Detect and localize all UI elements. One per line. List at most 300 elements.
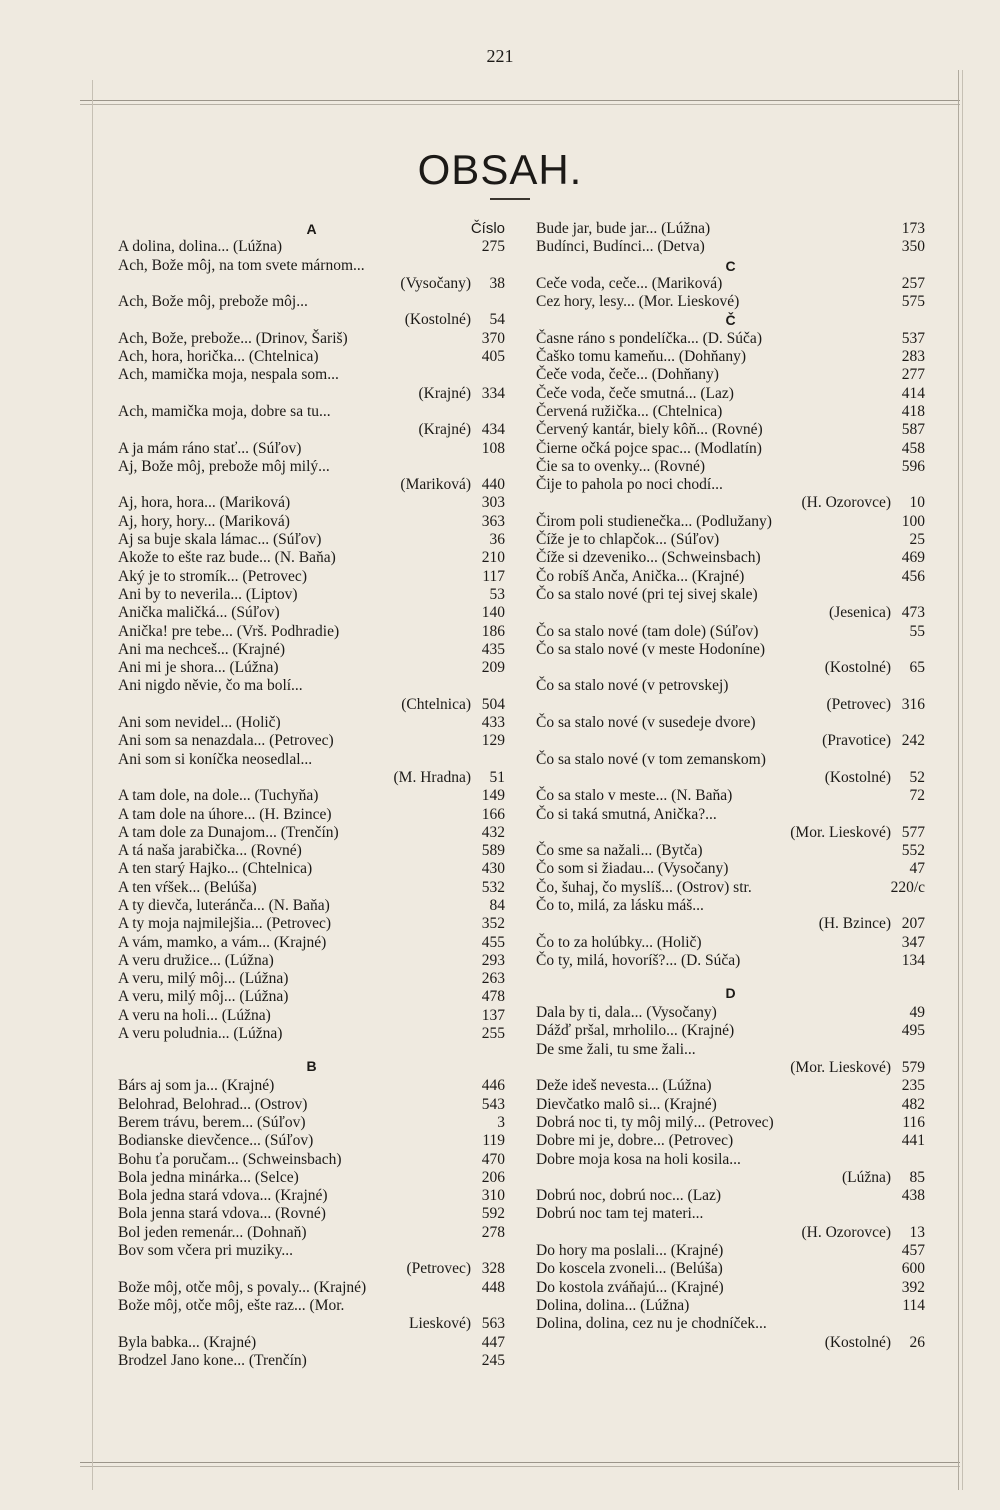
entry-number: 334 <box>481 384 505 402</box>
section-letter: C <box>725 257 736 274</box>
entry-number: 117 <box>482 567 505 585</box>
entry-number: 504 <box>481 695 505 713</box>
entry-title: Ani by to neverila... (Liptov) <box>118 585 298 603</box>
entry-location: (Chtelnica) <box>401 695 471 713</box>
entry-number: 469 <box>901 549 925 567</box>
index-entry <box>118 1007 505 1025</box>
page-number: 221 <box>486 46 514 66</box>
entry-number: 441 <box>901 1132 925 1150</box>
entry-number: 10 <box>909 494 925 512</box>
entry-number: 13 <box>909 1223 925 1241</box>
entry-title: Belohrad, Belohrad... (Ostrov) <box>118 1095 308 1113</box>
right-margin-line <box>958 70 959 1490</box>
index-entry <box>536 1077 925 1095</box>
entry-title: Dobrú noc tam tej materi... <box>536 1205 704 1223</box>
bottom-rule <box>80 1462 960 1463</box>
index-entry <box>118 1279 505 1297</box>
index-entry <box>118 568 505 586</box>
index-entry <box>536 458 925 476</box>
index-entry <box>118 1260 505 1278</box>
entry-title: Čije to pahola po noci chodí... <box>536 476 723 494</box>
index-entry <box>536 366 925 384</box>
entry-number: 129 <box>481 732 505 750</box>
entry-number: 552 <box>901 842 925 860</box>
index-entry <box>536 385 925 403</box>
entry-title: De sme žali, tu sme žali... <box>536 1040 696 1058</box>
entry-number: 577 <box>901 823 925 841</box>
entry-number: 446 <box>481 1077 505 1095</box>
index-entry <box>118 787 505 805</box>
index-entry <box>536 860 925 878</box>
entry-title: Ani mi je shora... (Lúžna) <box>118 659 279 677</box>
index-entry <box>118 970 505 988</box>
entry-title: Čo som si žiadau... (Vysočany) <box>536 860 729 878</box>
entry-number: 108 <box>481 439 505 457</box>
entry-number: 600 <box>901 1260 925 1278</box>
entry-title: Čaško tomu kameňu... (Dohňany) <box>536 348 747 366</box>
entry-title: Brodzel Jano kone... (Trenčín) <box>118 1351 307 1369</box>
entry-number: 51 <box>489 768 505 786</box>
entry-location: (Jesenica) <box>829 604 891 622</box>
entry-title: Červený kantár, biely kôň... (Rovné) <box>536 421 763 439</box>
entry-title: Ach, Bože môj, prebože môj... <box>118 293 308 311</box>
entry-title: Dala by ti, dala... (Vysočany) <box>536 1004 717 1022</box>
index-entry <box>118 531 505 549</box>
entry-location: (H. Ozorovce) <box>801 494 891 512</box>
index-entry <box>118 732 505 750</box>
index-entry <box>118 879 505 897</box>
index-entry <box>118 934 505 952</box>
entry-number: 596 <box>901 457 925 475</box>
index-entry <box>536 1041 925 1059</box>
index-entry <box>118 1352 505 1370</box>
index-entry <box>536 476 925 494</box>
entry-number: 49 <box>909 1004 925 1022</box>
entry-number: 263 <box>481 970 505 988</box>
entry-title: Ani som si koníčka neosedlal... <box>118 750 313 768</box>
index-entry <box>118 842 505 860</box>
entry-title: Budínci, Budínci... (Detva) <box>536 238 705 256</box>
entry-number: 434 <box>481 421 505 439</box>
index-entry <box>118 586 505 604</box>
entry-title: Ani nigdo něvie, čo ma bolí... <box>118 677 303 695</box>
entry-title: A dolina, dolina... (Lúžna) <box>118 238 282 256</box>
index-entry <box>536 1205 925 1223</box>
index-entry <box>536 732 925 750</box>
entry-number: 47 <box>909 860 925 878</box>
section-letter-heading <box>118 1055 505 1077</box>
index-entry <box>118 1205 505 1223</box>
entry-title: Ach, Bože môj, na tom svete márnom... <box>118 256 365 274</box>
index-entry <box>118 1334 505 1352</box>
index-entry <box>118 403 505 421</box>
entry-title: Ach, mamička moja, nespala som... <box>118 366 339 384</box>
entry-number: 85 <box>909 1168 925 1186</box>
entry-title: Červená ružička... (Chtelnica) <box>536 402 723 420</box>
index-entry <box>118 1315 505 1333</box>
index-entry <box>118 238 505 256</box>
entry-title: A ty dievča, luteránča... (N. Baňa) <box>118 896 330 914</box>
entry-title: Čo ty, milá, hovoríš?... (D. Súča) <box>536 951 741 969</box>
bottom-rule-inner <box>80 1466 960 1467</box>
entry-number: 38 <box>489 274 505 292</box>
index-entry <box>118 440 505 458</box>
entry-title: Bude jar, bude jar... (Lúžna) <box>536 220 711 237</box>
entry-number: 414 <box>901 384 925 402</box>
entry-number: 370 <box>481 329 505 347</box>
index-entry <box>536 1096 925 1114</box>
entry-title: A tá naša jarabička... (Rovné) <box>118 842 302 860</box>
index-entry <box>536 568 925 586</box>
entry-location: (Mariková) <box>400 476 471 494</box>
entry-number: 587 <box>901 421 925 439</box>
index-entry <box>536 751 925 769</box>
entry-title: Čo si taká smutná, Anička?... <box>536 805 717 823</box>
entry-title: Ani som sa nenazdala... (Petrovec) <box>118 732 334 750</box>
index-entry <box>118 549 505 567</box>
entry-number: 65 <box>909 659 925 677</box>
section-letter-heading <box>118 220 505 238</box>
index-entry <box>536 604 925 622</box>
entry-title: Bol jeden remenár... (Dohnaň) <box>118 1223 307 1241</box>
entry-number: 543 <box>481 1095 505 1113</box>
entry-location: (Petrovec) <box>406 1260 471 1278</box>
section-letter-heading <box>536 311 925 329</box>
entry-location: (Mor. Lieskové) <box>790 1059 891 1077</box>
index-entry <box>536 531 925 549</box>
index-entry <box>536 1224 925 1242</box>
index-entry <box>536 1260 925 1278</box>
entry-title: Do koscela zvoneli... (Belúša) <box>536 1260 723 1278</box>
entry-number: 245 <box>481 1351 505 1369</box>
entry-title: Akože to ešte raz bude... (N. Baňa) <box>118 549 336 567</box>
index-entry <box>536 897 925 915</box>
entry-title: A tam dole na úhore... (H. Bzince) <box>118 805 332 823</box>
entry-number: 563 <box>481 1315 505 1333</box>
entry-number: 278 <box>481 1223 505 1241</box>
entry-number: 363 <box>481 512 505 530</box>
entry-title: Čo sa stalo v meste... (N. Baňa) <box>536 787 733 805</box>
entry-number: 255 <box>481 1025 505 1043</box>
entry-number: 432 <box>481 823 505 841</box>
entry-title: A veru družice... (Lúžna) <box>118 951 274 969</box>
index-entry <box>118 385 505 403</box>
entry-number: 447 <box>481 1333 505 1351</box>
entry-title: Čo sme sa nažali... (Bytča) <box>536 842 703 860</box>
index-entry <box>536 1279 925 1297</box>
entry-title: Ach, mamička moja, dobre sa tu... <box>118 402 331 420</box>
entry-title: Bože môj, otče môj, ešte raz... (Mor. <box>118 1296 345 1314</box>
entry-title: Čo sa stalo nové (v petrovskej) <box>536 677 729 695</box>
entry-number: 478 <box>481 988 505 1006</box>
entry-location: (Kostolné) <box>404 311 471 329</box>
entry-title: Aj, Bože môj, prebože môj milý... <box>118 457 330 475</box>
entry-title: Bola jedna minárka... (Selce) <box>118 1168 299 1186</box>
entry-number: 207 <box>901 915 925 933</box>
entry-title: Byla babka... (Krajné) <box>118 1333 257 1351</box>
entry-title: Anička maličká... (Súľov) <box>118 604 280 622</box>
index-entry <box>118 330 505 348</box>
entry-number: 3 <box>497 1113 505 1131</box>
entry-title: Dievčatko malô si... (Krajné) <box>536 1095 717 1113</box>
entry-number: 352 <box>481 915 505 933</box>
index-entry <box>536 1334 925 1352</box>
entry-title: Čo sa stalo nové (v tom zemanskom) <box>536 750 766 768</box>
entry-title: A ten vŕšek... (Belúša) <box>118 878 257 896</box>
entry-number: 457 <box>901 1242 925 1260</box>
entry-title: Dážď pršal, mrholilo... (Krajné) <box>536 1022 735 1040</box>
entry-number: 140 <box>481 604 505 622</box>
index-entry <box>118 494 505 512</box>
entry-title: A tam dole za Dunajom... (Trenčín) <box>118 823 339 841</box>
entry-title: A tam dole, na dole... (Tuchyňa) <box>118 787 319 805</box>
index-entry <box>536 787 925 805</box>
entry-title: Aj, hora, hora... (Mariková) <box>118 494 291 512</box>
entry-title: Čo sa stalo nové (v meste Hodoníne) <box>536 640 766 658</box>
entry-title: Bohu ťa poručam... (Schweinsbach) <box>118 1150 342 1168</box>
index-entry <box>118 769 505 787</box>
index-entry <box>536 714 925 732</box>
index-entry <box>536 879 925 897</box>
index-entry <box>118 824 505 842</box>
index-entry <box>118 311 505 329</box>
entry-number: 277 <box>901 366 925 384</box>
entry-number: 52 <box>909 768 925 786</box>
index-entry <box>118 952 505 970</box>
entry-number: 430 <box>481 860 505 878</box>
entry-title: Číže si dzeveniko... (Schweinsbach) <box>536 549 761 567</box>
entry-location: (Kostolné) <box>824 659 891 677</box>
entry-number: 448 <box>481 1278 505 1296</box>
entry-number: 350 <box>901 238 925 256</box>
entry-title: Bodianske dievčence... (Súľov) <box>118 1132 314 1150</box>
index-entry <box>536 696 925 714</box>
top-rule <box>80 100 960 101</box>
entry-title: Do kostola zváňajú... (Krajné) <box>536 1278 724 1296</box>
entry-location: (Kostolné) <box>824 768 891 786</box>
index-entry <box>118 1297 505 1315</box>
entry-location: Lieskové) <box>409 1315 471 1333</box>
entry-title: A ja mám ráno stať... (Súľov) <box>118 439 302 457</box>
entry-title: Dolina, dolina, cez nu je chodníček... <box>536 1315 767 1333</box>
entry-title: A veru, milý môj... (Lúžna) <box>118 970 289 988</box>
entry-number: 242 <box>901 732 925 750</box>
index-entry <box>118 1025 505 1043</box>
index-entry <box>536 1022 925 1040</box>
entry-title: Čirom poli studienečka... (Podlužany) <box>536 512 772 530</box>
index-entry <box>118 623 505 641</box>
index-entry <box>118 1187 505 1205</box>
entry-number: 579 <box>901 1059 925 1077</box>
index-entry <box>536 952 925 970</box>
entry-number: 210 <box>481 549 505 567</box>
index-entry <box>536 915 925 933</box>
index-entry <box>118 257 505 275</box>
index-entry <box>536 1187 925 1205</box>
entry-number: 418 <box>901 402 925 420</box>
entry-title: Čo to za holúbky... (Holič) <box>536 933 702 951</box>
index-entry <box>118 1224 505 1242</box>
entry-number: 575 <box>901 293 925 311</box>
entry-title: Bože môj, otče môj, s povaly... (Krajné) <box>118 1278 367 1296</box>
index-entry <box>118 1132 505 1150</box>
entry-location: (M. Hradna) <box>393 768 471 786</box>
index-entry <box>118 421 505 439</box>
entry-number: 36 <box>489 531 505 549</box>
right-margin-line-inner <box>962 70 963 1490</box>
entry-number: 114 <box>902 1296 925 1314</box>
index-entry <box>118 751 505 769</box>
entry-number: 257 <box>901 274 925 292</box>
entry-title: Aj, hory, hory... (Mariková) <box>118 512 290 530</box>
entry-number: 100 <box>901 512 925 530</box>
entry-title: Čie sa to ovenky... (Rovné) <box>536 457 706 475</box>
entry-title: Čo robíš Anča, Anička... (Krajné) <box>536 567 745 585</box>
index-entry <box>118 348 505 366</box>
index-entry <box>118 677 505 695</box>
right-index-column <box>536 220 925 1352</box>
index-entry <box>118 1114 505 1132</box>
entry-title: Čo sa stalo nové (pri tej sivej skale) <box>536 585 758 603</box>
index-entry <box>536 421 925 439</box>
entry-title: Bárs aj som ja... (Krajné) <box>118 1077 275 1095</box>
entry-number: 206 <box>481 1168 505 1186</box>
entry-location: (Vysočany) <box>400 274 471 292</box>
entry-number: 283 <box>901 348 925 366</box>
index-entry <box>118 915 505 933</box>
entry-number: 149 <box>481 787 505 805</box>
section-letter: D <box>725 985 736 1002</box>
entry-location: (H. Bzince) <box>818 915 891 933</box>
entry-number: 84 <box>489 896 505 914</box>
entry-number: 473 <box>901 604 925 622</box>
entry-title: A ty moja najmilejšia... (Petrovec) <box>118 915 332 933</box>
entry-number: 72 <box>909 787 925 805</box>
entry-number: 166 <box>481 805 505 823</box>
entry-title: Ani ma nechceš... (Krajné) <box>118 640 285 658</box>
entry-title: Berem trávu, berem... (Súľov) <box>118 1113 306 1131</box>
entry-title: Ach, Bože, prebože... (Drinov, Šariš) <box>118 329 348 347</box>
page-title: OBSAH. <box>417 146 583 193</box>
index-entry <box>118 476 505 494</box>
entry-title: Dobre moja kosa na holi kosila... <box>536 1150 741 1168</box>
entry-number: 303 <box>481 494 505 512</box>
index-entry <box>536 494 925 512</box>
entry-title: Bov som včera pri muziky... <box>118 1242 294 1260</box>
index-entry <box>118 860 505 878</box>
entry-number: 532 <box>481 878 505 896</box>
index-entry <box>536 677 925 695</box>
index-entry <box>536 806 925 824</box>
index-entry <box>118 1096 505 1114</box>
entry-number: 405 <box>481 348 505 366</box>
left-index-column <box>118 220 505 1370</box>
entry-title: Aj sa buje skala lámac... (Súľov) <box>118 531 322 549</box>
entry-location: (Pravotice) <box>822 732 891 750</box>
index-entry <box>536 934 925 952</box>
entry-number: 537 <box>901 329 925 347</box>
entry-title: Ceče voda, ceče... (Mariková) <box>536 274 723 292</box>
entry-title: A veru, milý môj... (Lúžna) <box>118 988 289 1006</box>
index-entry <box>536 293 925 311</box>
entry-number: 119 <box>482 1132 505 1150</box>
index-entry <box>536 623 925 641</box>
index-entry <box>536 513 925 531</box>
index-entry <box>118 714 505 732</box>
index-entry <box>536 330 925 348</box>
entry-title: Dobre mi je, dobre... (Petrovec) <box>536 1132 734 1150</box>
index-entry <box>118 696 505 714</box>
index-entry <box>118 641 505 659</box>
entry-title: Čo sa stalo nové (v susedeje dvore) <box>536 714 756 732</box>
section-letter: Č <box>725 312 736 329</box>
section-letter: A <box>306 221 317 237</box>
index-entry <box>118 806 505 824</box>
entry-title: A vám, mamko, a vám... (Krajné) <box>118 933 327 951</box>
entry-location: (Krajné) <box>418 384 471 402</box>
entry-number: 482 <box>901 1095 925 1113</box>
entry-number: 589 <box>481 842 505 860</box>
index-entry <box>536 1132 925 1150</box>
index-entry <box>118 293 505 311</box>
entry-number: 455 <box>481 933 505 951</box>
index-entry <box>536 659 925 677</box>
entry-title: Časne ráno s pondelíčka... (D. Súča) <box>536 329 762 347</box>
entry-location: (Kostolné) <box>824 1333 891 1351</box>
entry-number: 55 <box>909 622 925 640</box>
entry-number: 347 <box>901 933 925 951</box>
entry-number: 470 <box>481 1150 505 1168</box>
index-entry <box>536 1297 925 1315</box>
entry-number: 438 <box>901 1187 925 1205</box>
entry-number: 440 <box>481 476 505 494</box>
entry-title: Anička! pre tebe... (Vrš. Podhradie) <box>118 622 340 640</box>
entry-title: Dobrú noc, dobrú noc... (Laz) <box>536 1187 722 1205</box>
index-entry <box>118 275 505 293</box>
index-entry <box>536 842 925 860</box>
entry-title: Ach, hora, horička... (Chtelnica) <box>118 348 319 366</box>
entry-title: Čierne očká pojce spac... (Modlatín) <box>536 439 762 457</box>
entry-title: Čeče voda, čeče... (Dohňany) <box>536 366 719 384</box>
entry-title: Čeče voda, čeče smutná... (Laz) <box>536 384 734 402</box>
entry-number: 26 <box>909 1333 925 1351</box>
entry-title: Dobrá noc ti, ty môj milý... (Petrovec) <box>536 1113 774 1131</box>
entry-title: Čo to, milá, za lásku máš... <box>536 896 704 914</box>
entry-number: 458 <box>901 439 925 457</box>
index-entry <box>536 824 925 842</box>
index-entry <box>536 1169 925 1187</box>
entry-location: (H. Ozorovce) <box>801 1223 891 1241</box>
index-entry <box>536 1242 925 1260</box>
index-entry <box>536 1151 925 1169</box>
index-entry <box>118 988 505 1006</box>
index-entry <box>118 1077 505 1095</box>
entry-number: 310 <box>481 1187 505 1205</box>
entry-number: 173 <box>901 220 925 237</box>
index-entry <box>118 366 505 384</box>
entry-number: 116 <box>902 1113 925 1131</box>
section-letter: B <box>306 1058 317 1075</box>
entry-title: Do hory ma poslali... (Krajné) <box>536 1242 724 1260</box>
index-entry <box>536 220 925 238</box>
entry-location: (Mor. Lieskové) <box>790 823 891 841</box>
entry-title: A veru poludnia... (Lúžna) <box>118 1025 283 1043</box>
entry-number: 495 <box>901 1022 925 1040</box>
entry-title: A veru na holi... (Lúžna) <box>118 1006 271 1024</box>
index-entry <box>536 403 925 421</box>
section-letter-heading <box>536 982 925 1004</box>
entry-number: 456 <box>901 567 925 585</box>
